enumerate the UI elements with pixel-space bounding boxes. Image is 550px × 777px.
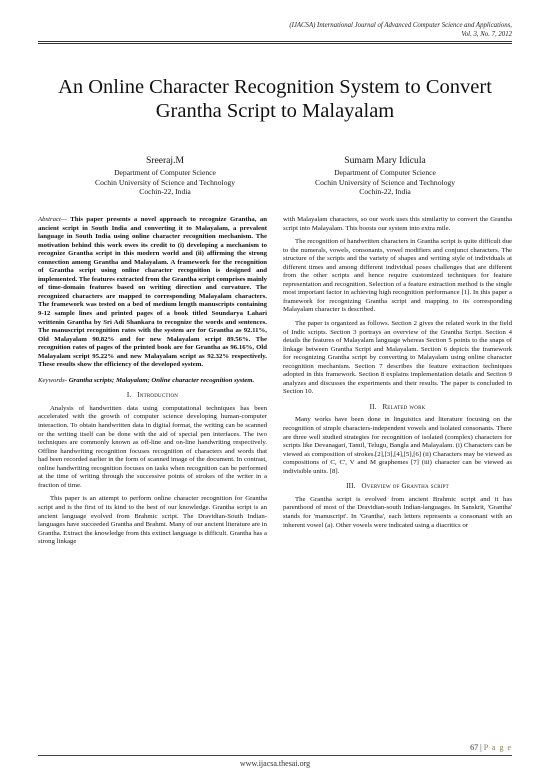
paragraph: This paper is an attempt to perform online character recognition for Grantha script and is the first of its kind to the best of our knowledge. Grantha script is an ancient language evolved from Brahmic script. The Dravidian-South Indian-languages have succeeded Grantha and Brahmi. Many of our ancient literature are in Grantha. Extract the knowledge from this extinct language is difficult. Grantha has a strong linkage — [38, 495, 267, 546]
title-line-1: An Online Character Recognition System to Convert — [58, 76, 492, 98]
paragraph: Analysis of handwritten data using computational techniques has been accelerated with the growth of computer science developing human-computer interaction. To obtain handwritten data in digital format, the writing can be scanned or the writing itself can be done with the aid of special pen interfaces. The two techniques are commonly known as off-line and on-line handwriting respectively. Offline handwriting recognition focuses recognition of characters and words that had been recorded earlier in the form of scanned image of the document. In contrast, online handwriting recognition focuses on tasks when recognition can be performed at the time of writing through the successive points of strokes of the writer in a fraction of time. — [38, 404, 267, 489]
page-number-separator: | — [480, 743, 482, 752]
journal-name: (IJACSA) International Journal of Advanced Computer Science and Applications, — [289, 22, 512, 29]
author-1 — [55, 154, 275, 197]
journal-header — [289, 22, 512, 39]
section-heading-introduction — [38, 391, 267, 400]
paragraph: The Grantha script is evolved from ancient Brahmic script and it has parenthood of most of the Dravidian-south Indian-languages. In Sanskrit, 'Grantha' stands for 'manuscript'. In 'Grantha', each letters represents a consonant with an inherent vowel (a). Other vowels were indicated using a diacritics or — [283, 495, 512, 529]
author-department: Department of Computer Science — [114, 168, 216, 177]
author-university: Cochin University of Science and Technology — [315, 177, 455, 187]
paragraph: The recognition of handwritten characters in Grantha script is quite difficult due to the numerals, vowels, consonants, vowel modifiers and conjunct characters. The structure of the scripts and the variety of shapes and writing style of individuals at different times and among different individual poses challenges that are different from the other scripts and hence require customized techniques for feature representation and recognition. Selection of a feature extraction method is the single most important factor in achieving high recognition performance [1]. In this paper a framework for recognizing Grantha script and mapping to its corresponding Malayalam character is described. — [283, 238, 512, 314]
author-city: Cochin-22, India — [359, 187, 411, 197]
right-column — [283, 216, 512, 535]
abstract-body: This paper presents a novel approach to recognize Grantha, an ancient script in South India and converting it to Malayalam, a prevalent language in South India using online character recognition mechanism. The motivation behind this work owes its credit to (i) developing a mechanism to recognize Grantha script in this modern world and (ii) affirming the strong connection among Grantha and Malayalam. A framework for the recognition of Grantha script using online character recognition is designed and implemented. The features extracted from the Grantha script comprises mainly of time-domain features based on writing direction and curvature. The recognized characters are mapped to corresponding Malayalam characters. The framework was tested on a bed of medium length manuscripts containing 9-12 sample lines and printed pages of a book titled Soundarya Lahari writtenin Grantha by Sri Adi Shankara to recognize the words and sentences. The manuscript recognition rates with the system are for Grantha as 92.11%, Old Malayalam 90.82% and for new Malayalam script 89.56%. The recognition rates of pages of the printed book are for Grantha as 96.16%, Old Malayalam script 95.22% and new Malayalam script as 92.32% respectively. These results show the efficiency of the developed system. — [38, 216, 267, 369]
section-number: III. — [346, 482, 356, 491]
section-number: I. — [126, 391, 132, 400]
left-column — [38, 216, 267, 552]
author-name: Sumam Mary Idicula — [344, 155, 426, 166]
abstract — [38, 216, 267, 370]
keywords-body: Grantha scripts; Malayalam; Online character recognition system. — [67, 376, 255, 384]
footer-rule — [38, 755, 512, 756]
section-heading-related-work — [283, 403, 512, 412]
keywords — [38, 377, 267, 386]
abstract-lead: Abstract— — [38, 216, 67, 223]
author-department: Department of Computer Science — [334, 168, 436, 177]
section-title: Overview of Grantha script — [361, 482, 449, 491]
page-number-value: 67 — [470, 743, 479, 752]
paragraph: The paper is organized as follows. Section 2 gives the related work in the field of Indic scripts. Section 3 portrays an overview of the Grantha Script. Section 4 details the features of Malayalam language whereas Section 5 points to the snaps of linkage between Grantha Script and Malayalam. Section 6 depicts the framework for recognizing Grantha script by converting to Malayalam using online character recognition mechanism. Section 7 describes the feature extraction techniques adopted in this framework. Section 8 explains implementation details and Section 9 analyzes and discusses the experiments and their results. The paper is concluded in Section 10. — [283, 320, 512, 396]
title-line-2: Grantha Script to Malayalam — [155, 100, 395, 122]
paper-title — [38, 75, 512, 123]
page-number — [470, 743, 512, 752]
paragraph: with Malayalam characters, so our work uses this similarity to convert the Grantha script into Malayalam. This boosts our system into extra mile. — [283, 216, 512, 232]
author-city: Cochin-22, India — [139, 187, 191, 197]
header-rule — [38, 41, 512, 44]
footer-url[interactable]: www.ijacsa.thesai.org — [239, 759, 311, 768]
paragraph: Many works have been done in linguistics and literature focusing on the recognition of simple characters-independent vowels and isolated consonants. There are three well studied strategies for recognition of isolated (complex) characters for scripts like Devanagari, Tamil, Telugu, Bangla and Malayalam. (i) Characters can be viewed as composition of strokes.[2],[3],[4],[5],[6] (ii) Characters may be viewed as compositions of C, C', V and M graphemes [7] (iii) character can be viewed as indivisible units. [8]. — [283, 416, 512, 475]
section-heading-grantha-overview — [283, 482, 512, 491]
section-title: Introduction — [137, 391, 179, 400]
journal-volume: Vol. 3, No. 7, 2012 — [461, 30, 512, 38]
section-title: Related work — [382, 402, 426, 411]
keywords-lead: Keywords- — [38, 376, 67, 384]
author-university: Cochin University of Science and Technology — [95, 177, 235, 187]
author-name: Sreeraj.M — [145, 155, 185, 166]
section-number: II. — [369, 402, 377, 411]
page-word: P a g e — [483, 743, 512, 752]
author-2 — [275, 154, 495, 197]
